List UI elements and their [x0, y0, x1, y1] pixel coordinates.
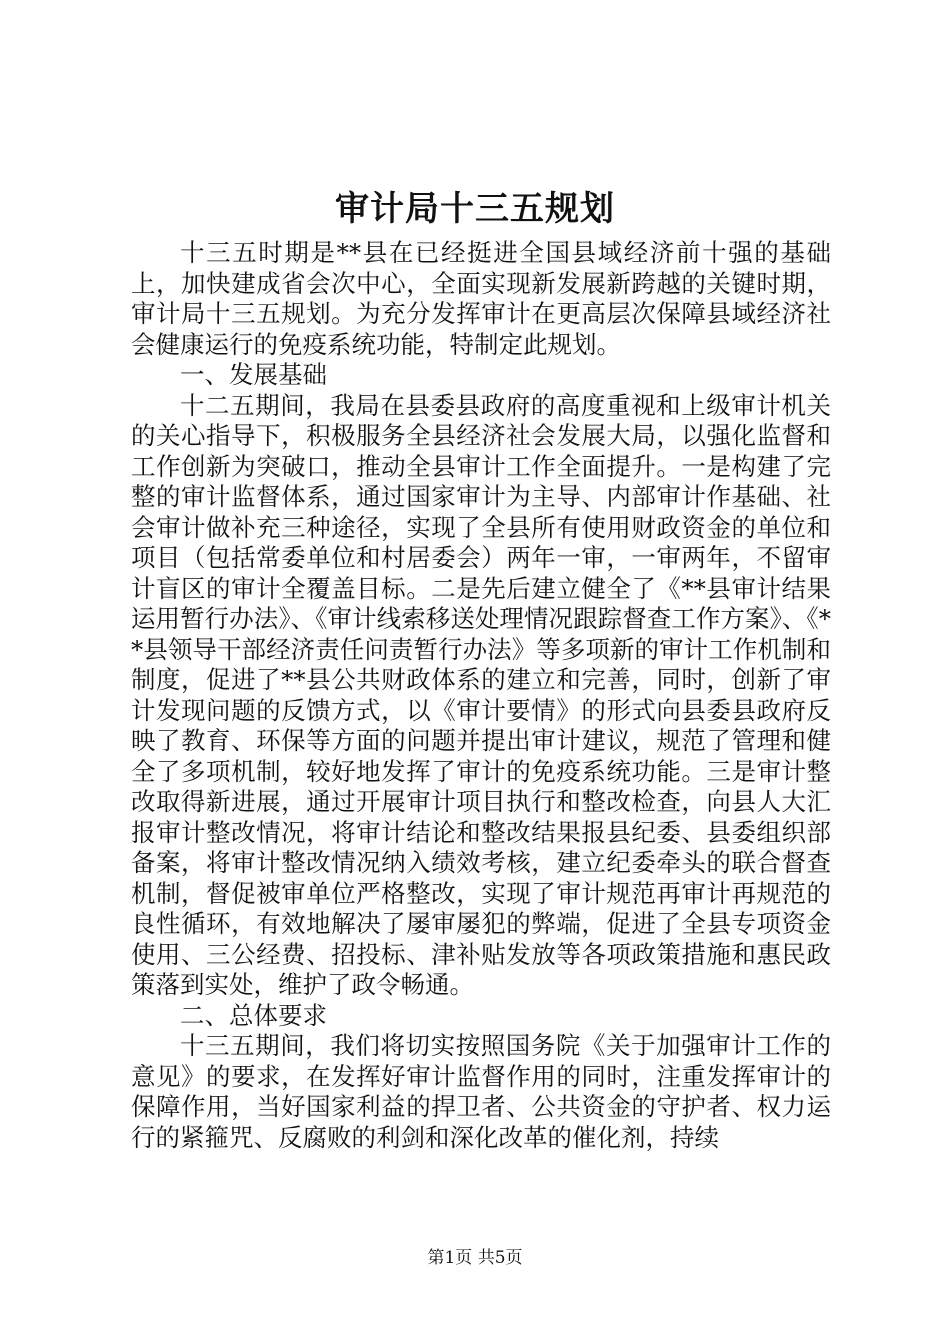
paragraph-foundation: 十二五期间，我局在县委县政府的高度重视和上级审计机关的关心指导下，积极服务全县经济社会发展大局，以强化监督和工作创新为突破口，推动全县审计工作全面提升。一是构建了完整的审计监督体系，通过国家审计为主导、内部审计作基础、社会审计做补充三种途径，实现了全县所有使用财政资金的单位和项目（包括常委单位和村居委会）两年一审，一审两年，不留审计盲区的审计全覆盖目标。二是先后建立健全了《**县审计结果运用暂行办法》、《审计线索移送处理情况跟踪督查工作方案》、《**县领导干部经济责任问责暂行办法》等多项新的审计工作机制和制度，促进了**县公共财政体系的建立和完善，同时，创新了审计发现问题的反馈方式，以《审计要情》的形式向县委县政府反映了教育、环保等方面的问题并提出审计建议，规范了管理和健全了多项机制，较好地发挥了审计的免疫系统功能。三是审计整改取得新进展，通过开展审计项目执行和整改检查，向县人大汇报审计整改情况，将审计结论和整改结果报县纪委、县委组织部备案，将审计整改情况纳入绩效考核，建立纪委牵头的联合督查机制，督促被审单位严格整改，实现了审计规范再审计再规范的良性循环，有效地解决了屡审屡犯的弊端，促进了全县专项资金使用、三公经费、招投标、津补贴发放等各项政策措施和惠民政策落到实处，维护了政令畅通。: [131, 390, 831, 999]
document-title: 审计局十三五规划: [335, 189, 615, 229]
section-heading-foundation: 一、发展基础: [180, 360, 327, 389]
section-heading-requirements: 二、总体要求: [180, 1000, 327, 1030]
document-body: [131, 238, 831, 1153]
paragraph-requirements: 十三五期间，我们将切实按照国务院《关于加强审计工作的意见》的要求，在发挥好审计监督作用的同时，注重发挥审计的保障作用，当好国家利益的捍卫者、公共资金的守护者、权力运行的紧箍咒、反腐败的利剑和深化改革的催化剂，持续: [131, 1031, 831, 1152]
paragraph-intro: 十三五时期是**县在已经挺进全国县域经济前十强的基础上，加快建成省会次中心，全面实现新发展新跨越的关键时期，审计局十三五规划。为充分发挥审计在更高层次保障县域经济社会健康运行的免疫系统功能，特制定此规划。: [131, 238, 831, 359]
page-footer: 第1页 共5页: [427, 1248, 523, 1268]
